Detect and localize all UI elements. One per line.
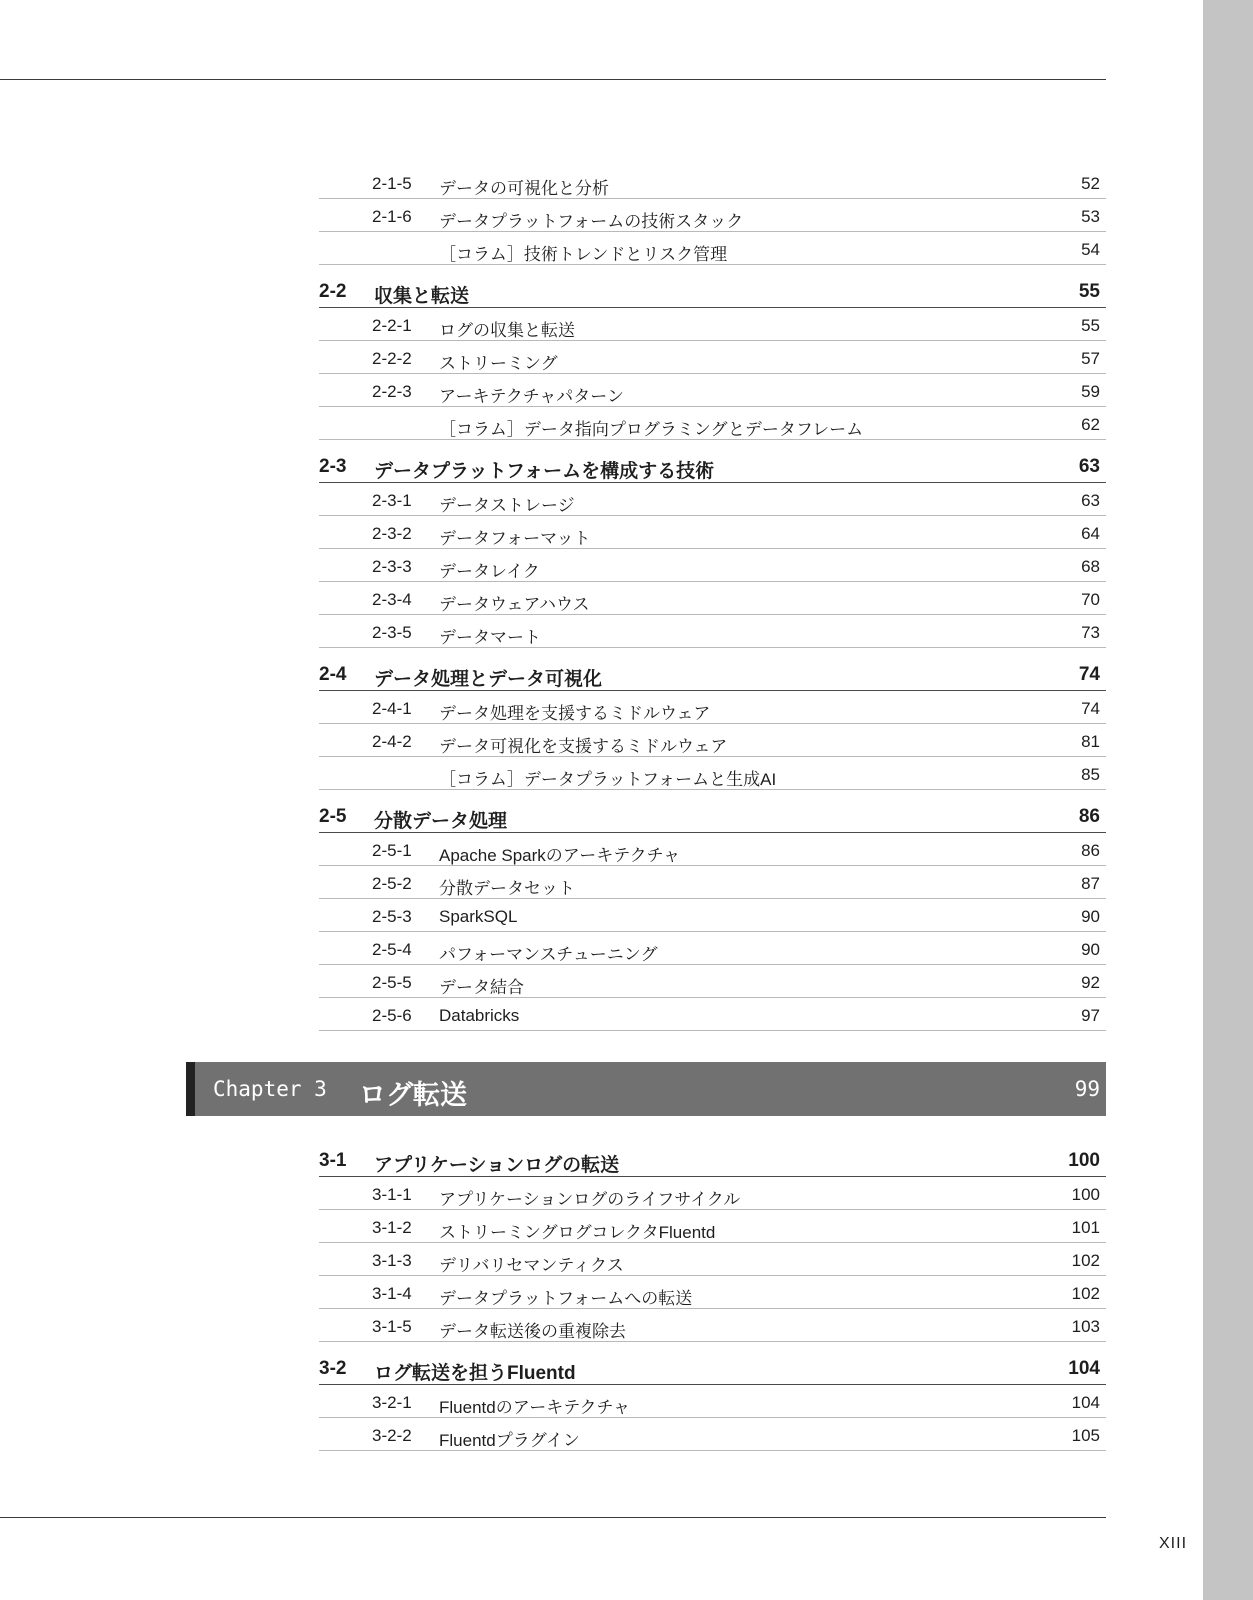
entry-page: 55 (1081, 316, 1100, 335)
entry-page: 68 (1081, 557, 1100, 576)
entry-page: 92 (1081, 973, 1100, 992)
entry-title: データストレージ (439, 496, 575, 515)
entry-number: 3-1 (319, 1150, 347, 1171)
toc-entry[interactable] (319, 1177, 1106, 1210)
entry-title: アーキテクチャパターン (439, 387, 624, 406)
entry-title: 分散データセット (439, 879, 575, 898)
chapter-banner[interactable] (186, 1062, 1106, 1116)
toc-entry[interactable] (319, 549, 1106, 582)
chapter-title: ログ転送 (359, 1080, 467, 1110)
toc-section[interactable] (319, 1142, 1106, 1177)
entry-page: 63 (1081, 491, 1100, 510)
entry-title: 分散データ処理 (374, 811, 508, 832)
entry-page: 97 (1081, 1006, 1100, 1025)
toc-section[interactable] (319, 448, 1106, 483)
entry-number: 2-3-5 (372, 623, 412, 642)
entry-number: 2-2-1 (372, 316, 412, 335)
entry-page: 100 (1068, 1150, 1100, 1171)
entry-title: ［コラム］技術トレンドとリスク管理 (439, 245, 728, 264)
toc-entry[interactable] (319, 965, 1106, 998)
toc-entry[interactable] (319, 1418, 1106, 1451)
entry-page: 74 (1081, 699, 1100, 718)
entry-number: 2-2-2 (372, 349, 412, 368)
entry-title: データ可視化を支援するミドルウェア (439, 737, 728, 756)
entry-title: ログ転送を担うFluentd (374, 1363, 576, 1384)
chapter-page: 99 (1074, 1077, 1100, 1101)
entry-title: アプリケーションログのライフサイクル (439, 1190, 741, 1209)
toc-entry[interactable] (319, 998, 1106, 1031)
entry-title: データレイク (439, 562, 540, 581)
entry-title: データプラットフォームの技術スタック (439, 212, 744, 231)
entry-number: 2-3-2 (372, 524, 412, 543)
entry-page: 63 (1078, 456, 1100, 477)
toc-entry[interactable] (319, 232, 1106, 265)
entry-page: 90 (1081, 940, 1100, 959)
entry-number: 3-1-1 (372, 1185, 412, 1204)
entry-page: 102 (1071, 1251, 1100, 1270)
entry-title: データ転送後の重複除去 (439, 1322, 626, 1341)
entry-title: データプラットフォームを構成する技術 (374, 461, 715, 482)
toc-entry[interactable] (319, 757, 1106, 790)
entry-page: 52 (1081, 174, 1100, 193)
entry-number: 3-1-5 (372, 1317, 412, 1336)
entry-page: 57 (1081, 349, 1100, 368)
entry-page: 85 (1081, 765, 1100, 784)
entry-number: 2-4-2 (372, 732, 412, 751)
entry-title: ［コラム］データ指向プログラミングとデータフレーム (439, 420, 864, 439)
entry-page: 81 (1081, 732, 1100, 751)
top-rule (0, 79, 1106, 80)
entry-page: 86 (1078, 806, 1100, 827)
entry-number: 3-1-4 (372, 1284, 412, 1303)
entry-title: Fluentdのアーキテクチャ (439, 1398, 631, 1417)
page-folio: XIII (1159, 1535, 1188, 1552)
entry-page: 54 (1081, 240, 1100, 259)
entry-number: 2-4 (319, 664, 347, 685)
toc-entry[interactable] (319, 1210, 1106, 1243)
toc-section[interactable] (319, 656, 1106, 691)
entry-page: 104 (1068, 1358, 1100, 1379)
entry-title: アプリケーションログの転送 (374, 1155, 620, 1176)
entry-title: データ処理とデータ可視化 (374, 669, 603, 690)
entry-title: データプラットフォームへの転送 (439, 1289, 693, 1308)
entry-title: デリバリセマンティクス (439, 1256, 624, 1275)
entry-number: 3-2 (319, 1358, 347, 1379)
entry-page: 62 (1081, 415, 1100, 434)
entry-number: 2-3-1 (372, 491, 412, 510)
toc-entry[interactable] (319, 615, 1106, 648)
entry-title: データ処理を支援するミドルウェア (439, 704, 711, 723)
entry-page: 87 (1081, 874, 1100, 893)
entry-title: ストリーミング (439, 354, 558, 373)
toc-entry[interactable] (319, 833, 1106, 866)
entry-title: ストリーミングログコレクタFluentd (439, 1223, 716, 1242)
entry-number: 3-1-2 (372, 1218, 412, 1237)
toc-entry[interactable] (319, 516, 1106, 549)
table-of-contents (213, 166, 1106, 1451)
entry-title: Databricks (439, 1006, 520, 1025)
toc-entry[interactable] (319, 1276, 1106, 1309)
entry-page: 59 (1081, 382, 1100, 401)
entry-title: SparkSQL (439, 907, 518, 926)
toc-section[interactable] (319, 273, 1106, 308)
toc-entry[interactable] (319, 1243, 1106, 1276)
toc-section[interactable] (319, 1350, 1106, 1385)
entry-number: 2-5-5 (372, 973, 412, 992)
entry-page: 101 (1071, 1218, 1100, 1237)
toc-section[interactable] (319, 798, 1106, 833)
entry-page: 74 (1078, 664, 1100, 685)
entry-title: データの可視化と分析 (439, 179, 609, 198)
toc-entry[interactable] (319, 341, 1106, 374)
chapter-label: Chapter 3 (213, 1077, 327, 1101)
toc-entry[interactable] (319, 582, 1106, 615)
entry-page: 105 (1071, 1426, 1100, 1445)
toc-entry[interactable] (319, 899, 1106, 932)
toc-entry[interactable] (319, 1309, 1106, 1342)
entry-title: データ結合 (439, 978, 524, 997)
toc-entry[interactable] (319, 866, 1106, 899)
entry-number: 2-5 (319, 806, 347, 827)
entry-number: 2-3 (319, 456, 347, 477)
toc-entry[interactable] (319, 932, 1106, 965)
entry-title: パフォーマンスチューニング (439, 945, 658, 964)
entry-number: 2-5-4 (372, 940, 412, 959)
entry-number: 2-3-3 (372, 557, 412, 576)
entry-title: ［コラム］データプラットフォームと生成AI (439, 770, 777, 789)
entry-number: 2-2 (319, 281, 347, 302)
entry-title: Apache Sparkのアーキテクチャ (439, 846, 681, 865)
entry-page: 64 (1081, 524, 1100, 543)
entry-page: 103 (1071, 1317, 1100, 1336)
entry-number: 2-3-4 (372, 590, 412, 609)
entry-page: 104 (1071, 1393, 1100, 1412)
entry-page: 70 (1081, 590, 1100, 609)
entry-number: 2-1-5 (372, 174, 412, 193)
toc-part-chapter-3 (319, 1142, 1106, 1451)
entry-number: 2-5-6 (372, 1006, 412, 1025)
toc-entry[interactable] (319, 199, 1106, 232)
toc-entry[interactable] (319, 724, 1106, 757)
entry-page: 73 (1081, 623, 1100, 642)
entry-number: 2-1-6 (372, 207, 412, 226)
entry-title: データウェアハウス (439, 595, 590, 614)
page-margin-bar (1203, 0, 1253, 1600)
entry-number: 2-5-3 (372, 907, 412, 926)
toc-entry[interactable] (319, 691, 1106, 724)
toc-entry[interactable] (319, 483, 1106, 516)
entry-page: 100 (1071, 1185, 1100, 1204)
entry-title: ログの収集と転送 (439, 321, 575, 340)
entry-number: 2-5-1 (372, 841, 412, 860)
entry-title: データフォーマット (439, 529, 591, 548)
entry-page: 90 (1081, 907, 1100, 926)
bottom-rule (0, 1517, 1106, 1518)
toc-part-chapter-2 (319, 166, 1106, 1031)
entry-number: 2-2-3 (372, 382, 412, 401)
entry-number: 3-1-3 (372, 1251, 412, 1270)
entry-page: 55 (1078, 281, 1100, 302)
entry-title: Fluentdプラグイン (439, 1431, 580, 1450)
entry-title: データマート (439, 628, 541, 647)
toc-entry[interactable] (319, 166, 1106, 199)
entry-page: 53 (1081, 207, 1100, 226)
toc-entry[interactable] (319, 374, 1106, 407)
entry-number: 3-2-2 (372, 1426, 412, 1445)
entry-number: 2-4-1 (372, 699, 412, 718)
toc-entry[interactable] (319, 308, 1106, 341)
entry-page: 102 (1071, 1284, 1100, 1303)
entry-page: 86 (1081, 841, 1100, 860)
entry-number: 2-5-2 (372, 874, 412, 893)
toc-entry[interactable] (319, 1385, 1106, 1418)
entry-title: 収集と転送 (374, 286, 470, 307)
toc-entry[interactable] (319, 407, 1106, 440)
entry-number: 3-2-1 (372, 1393, 412, 1412)
